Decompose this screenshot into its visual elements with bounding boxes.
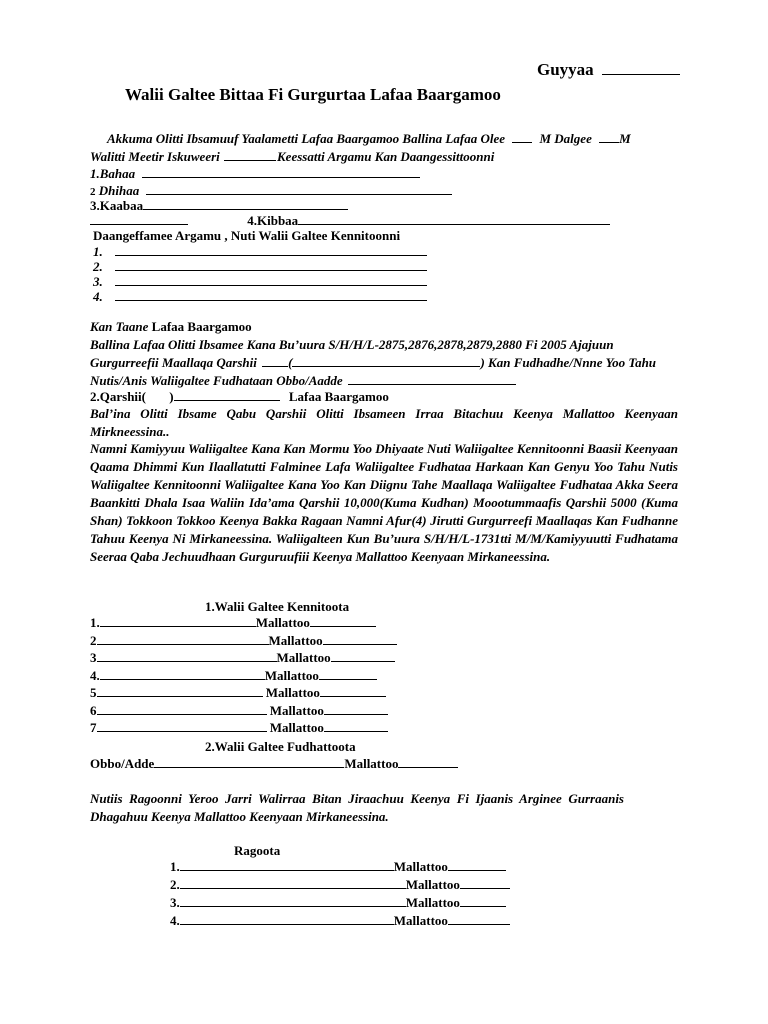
sale-heading [90,319,252,335]
seller-row [90,720,397,738]
seller-name-blank[interactable] [100,615,256,627]
intro-text-c: M [619,131,631,146]
sale-line-4 [90,389,389,405]
sale-line-2 [90,355,656,371]
buyer-label: Obbo/Adde [90,756,155,771]
seller-signature-blank[interactable] [320,685,386,697]
intro-text-e: Keessatti Argamu Kan Daangessittoonni [277,149,495,164]
seller-signature-label: Mallattoo [269,702,324,718]
boundary-north [90,198,348,214]
closing-line-1: Nutiis Ragoonni Yeroo Jarri Walirraa Bitan Jiraachuu Keenya Fi Ijaanis Arginee Gurraanis [90,791,624,806]
buyers-heading: 2.Walii Galtee Fudhattoota [205,739,356,754]
witness-name-blank[interactable] [180,913,394,925]
sellers-heading: 1.Walii Galtee Kennitoota [205,599,350,614]
boundary-north-label: 3.Kaabaa [90,198,144,213]
sellers-list [90,615,397,738]
seller-num: 3 [90,650,97,665]
witness-name-blank[interactable] [180,877,406,889]
seller-num: 4. [90,667,100,683]
witness-name-blank[interactable] [180,859,394,871]
seller-num: 2 [90,632,97,648]
seller-num: 7 [90,720,97,735]
document-title: Walii Galtee Bittaa Fi Gurgurtaa Lafaa Baargamoo [125,85,501,104]
seller-signature-blank[interactable] [323,633,397,645]
sale-paragraph-1: Bal’ina Olitti Ibsame Qabu Qarshii Olitti Ibsameen Irraa Bitachuu Keenya Mallattoo Keenyaan Mirkneessina.. [90,406,678,439]
seller-signature-blank[interactable] [324,703,388,715]
buyer-row [90,756,458,772]
list-num: 4. [93,289,103,304]
witness-signature-blank[interactable] [448,859,506,871]
sale-line-4c: Lafaa Baargamoo [288,389,389,404]
date-field[interactable] [537,60,680,80]
sale-line-2c: ) Kan Fudhadhe/Nnne Yoo Tahu [480,355,657,370]
boundary-east [90,166,420,182]
boundary-witness-list [93,244,427,304]
seller-num: 5 [90,685,97,700]
sale-line-2b: ( [288,355,293,370]
witness-name-blank[interactable] [180,895,406,907]
seller-name-blank[interactable] [97,633,269,645]
witnesses-heading: Ragoota [234,843,281,858]
seller-name-blank[interactable] [100,668,265,680]
boundary-east-blank[interactable] [142,166,420,178]
boundary-west [90,183,452,199]
boundary-west-num: 2 [90,186,96,198]
amount-words-blank[interactable] [292,355,480,367]
seller-signature-blank[interactable] [310,615,376,627]
seller-row [90,703,397,721]
seller-row [90,685,397,703]
witness-num: 2. [170,877,180,892]
sale-line-1: Ballina Lafaa Olitti Ibsamee Kana Bu’uura S/H/H/L-2875,2876,2878,2879,2880 Fi 2005 Ajajuun [90,337,614,352]
intro-text-a: Akkuma Olitti Ibsamuuf Yaalametti Lafaa Baargamoo Ballina Lafaa Olee [107,131,505,146]
intro-line-1 [107,131,631,147]
witness-row [170,877,510,895]
seller-signature-label: Mallattoo [264,667,319,683]
boundary-west-label: Dhihaa [98,183,140,198]
seller-signature-blank[interactable] [324,720,388,732]
area-blank[interactable] [224,149,276,161]
list-item [93,259,427,274]
list-item [93,289,427,304]
list-item [93,244,427,259]
seller-num: 1. [90,615,100,630]
seller-signature-label: Mallattoo [265,685,320,700]
list-blank[interactable] [115,244,427,256]
boundary-south [90,213,610,229]
sale-heading-a: Kan Taane [90,319,149,334]
list-num: 3. [93,274,103,289]
list-item [93,274,427,289]
witness-row [170,859,510,877]
list-num: 1. [93,244,103,259]
list-num: 2. [93,259,103,274]
sale-line-2a: Gurgurreefii Maallaqa Qarshii [90,355,257,370]
date-label: Guyyaa [537,60,594,79]
witness-num: 1. [170,859,180,874]
intro-text-b: M Dalgee [539,131,592,146]
boundary-south-label: 4.Kibbaa [247,213,299,228]
witness-signature-blank[interactable] [460,895,506,907]
sale-line-3 [90,373,516,389]
witness-signature-blank[interactable] [460,877,510,889]
witness-signature-label: Mallattoo [393,859,448,874]
intro-line-2 [90,149,494,165]
buyer-name-blank[interactable] [348,373,516,385]
buyer-signature-blank[interactable] [398,756,458,768]
sale-heading-b: Lafaa Baargamoo [151,319,252,334]
length-blank[interactable] [512,131,532,143]
seller-name-blank[interactable] [97,650,277,662]
buyer-name-blank[interactable] [154,756,344,768]
witness-signature-label: Mallattoo [405,877,460,892]
seller-signature-label: Mallattoo [255,615,310,630]
seller-signature-blank[interactable] [319,668,377,680]
witness-row [170,895,510,913]
closing-line-2: Dhagahuu Keenya Mallattoo Keenyaan Mirkaneessina. [90,809,389,824]
witness-num: 4. [170,913,180,928]
seller-row [90,668,397,686]
sale-paragraph-2: Namni Kamiyyuu Waliigaltee Kana Kan Mormu Yoo Dhiyaate Nuti Waliigaltee Kennitoonni Baasii Keenyaan Qaama Dhimmi Kun Ilaallatutti Falminee Lafa Waliigaltee Fudhataa Harkaan Kan Genyu Yoo Tahu Nutis Waliigaltee Kennitoonni Waliigaltee Kana Yoo Kan Diignu Tahe Maallaqa Waliigaltee Fudhataa Akka Seera Baankitti Dhala Isaa Waliin Ida’ama Qarshii 10,000(Kuma Kudhan) Moootummaafis Qarshii 5000 (Kuma Shan) Tokkoon Tokkoo Keenya Bakka Ragaan Namni Afur(4) Jirutti Gurgurreefi Maallaqas Kan Fudhanne Tahuu Keenya Ni Mirkaneessina. Waliigalteen Kun Bu’uura S/H/H/L-1731tti M/M/Kamiyyuutti Fudhatama Seeraa Qaba Jechuudhaan Gurguruufiii Keenya Mallattoo Keenyaan Mirkaneessina. [90,441,678,564]
seller-signature-label: Mallattoo [268,632,323,648]
seller-signature-label: Mallattoo [269,720,324,735]
amount-blank[interactable] [262,355,288,367]
seller-signature-blank[interactable] [331,650,395,662]
list-blank[interactable] [115,259,427,271]
boundaries-heading: Daangeffamee Argamu , Nuti Walii Galtee Kennitoonni [93,228,401,243]
witness-num: 3. [170,895,180,910]
seller-name-blank[interactable] [97,720,267,732]
date-blank[interactable] [602,63,680,75]
seller-name-blank[interactable] [97,703,267,715]
boundary-west-blank[interactable] [146,183,452,195]
seller-row [90,650,397,668]
sale-line-4b: ) [169,389,174,404]
seller-name-blank[interactable] [97,685,263,697]
width-blank[interactable] [599,131,619,143]
boundary-south-blank[interactable] [298,213,610,225]
sale-line-3-text: Nutis/Anis Waliigaltee Fudhataan Obbo/Aadde [90,373,343,388]
intro-text-d: Walitti Meetir Iskuweeri [90,149,220,164]
witness-signature-label: Mallattoo [393,913,448,928]
buyer-signature-label: Mallattoo [344,756,399,771]
boundary-south-pre-blank[interactable] [90,213,188,225]
boundary-north-blank[interactable] [143,198,348,210]
list-blank[interactable] [115,289,427,301]
list-blank[interactable] [115,274,427,286]
seller-signature-label: Mallattoo [276,650,331,665]
qarshii-blank[interactable] [174,389,280,401]
sale-line-4a: 2.Qarshii( [90,389,146,404]
witnesses-list [170,859,510,931]
seller-num: 6 [90,702,97,718]
seller-row [90,633,397,651]
witness-signature-blank[interactable] [448,913,510,925]
seller-row [90,615,397,633]
boundary-east-label: 1.Bahaa [90,166,136,181]
witness-row [170,913,510,931]
witness-signature-label: Mallattoo [405,895,460,910]
